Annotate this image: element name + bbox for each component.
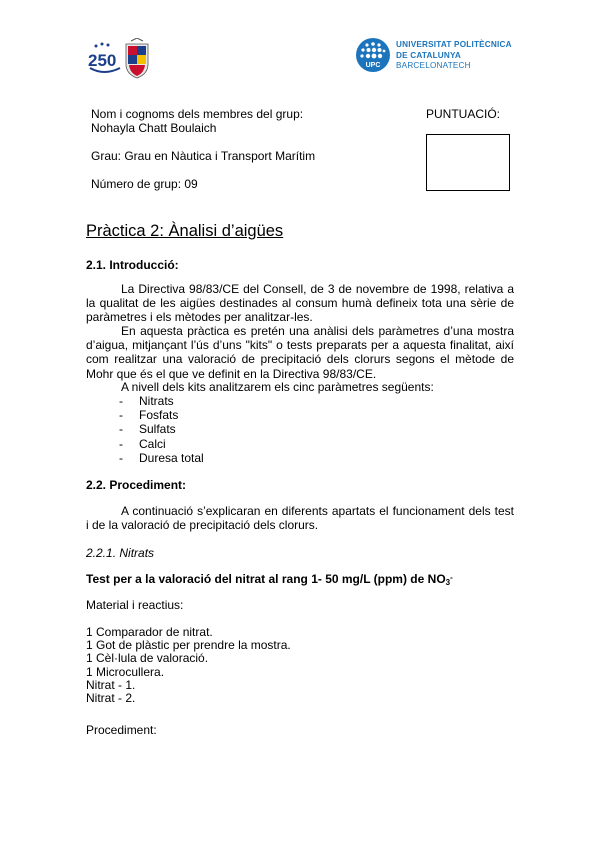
section-intro-heading: 2.1. Introducció: (86, 258, 179, 272)
list-item-label: Fosfats (139, 408, 179, 423)
material-item: Nitrat - 2. (86, 691, 136, 706)
score-label: PUNTUACIÓ: (426, 107, 501, 121)
text-line: paràmetres i els mètodes per analitzar-les. (86, 310, 313, 325)
intro-paragraph-2 (86, 324, 514, 381)
members-value: Nohayla Chatt Boulaich (91, 121, 217, 135)
test-heading-subscript: 3 (445, 578, 451, 587)
upc-name (396, 40, 512, 72)
text-line: Mohr que és el que ve definit en la Directiva 98/83/CE. (86, 366, 377, 381)
text-line: A continuació s’explicaran en diferents apartats el funcionament dels test (121, 504, 514, 518)
upc-line-1: UNIVERSITAT POLITÈCNICA (396, 40, 512, 49)
list-item: - Fosfats (119, 408, 179, 423)
text-line: la qualitat de les aigües destinades al consum humà defineix tota una sèrie de (86, 296, 514, 311)
list-item-label: Calci (139, 436, 166, 451)
text-line: com realitzar una valoració de precipitació dels clorurs segons el mètode de (86, 352, 514, 367)
svg-text:250: 250 (88, 51, 117, 70)
text-line: La Directiva 98/83/CE del Consell, de 3 de novembre de 1998, relativa a (121, 282, 514, 296)
text-line: En aquesta pràctica es pretén una anàlisi dels paràmetres d’una mostra (121, 324, 514, 338)
material-item: Nitrat - 1. (86, 677, 136, 692)
section-procedure-heading: 2.2. Procediment: (86, 478, 187, 492)
list-item: - Calci (119, 436, 166, 451)
group-number: Número de grup: 09 (91, 177, 198, 191)
material-item: 1 Microcullera. (86, 664, 165, 679)
list-item-label: Sulfats (139, 422, 176, 437)
procedure-label: Procediment: (86, 723, 157, 737)
materials-list (86, 626, 291, 705)
upc-line-3: BARCELONATECH (396, 61, 471, 70)
anniversary-crest-icon (86, 38, 152, 80)
materials-label: Material i reactius: (86, 598, 184, 612)
parameters-list (119, 394, 204, 465)
intro-paragraph-1 (86, 282, 514, 325)
list-item-label: Duresa total (139, 450, 204, 465)
upc-dots-icon (356, 38, 390, 72)
intro-paragraph-3: A nivell dels kits analitzarem els cinc paràmetres següents: (121, 380, 434, 394)
list-item: - Sulfats (119, 422, 176, 437)
list-item: - Nitrats (119, 394, 174, 408)
upc-line-2: DE CATALUNYA (396, 50, 462, 60)
test-heading-superscript: - (450, 573, 453, 582)
procedure-paragraph (86, 504, 514, 532)
list-item-label: Nitrats (139, 394, 174, 408)
logo-250-anniversary (86, 38, 152, 80)
page-title: Pràctica 2: Ànalisi d’aigües (86, 222, 284, 240)
svg-text:UPC: UPC (365, 62, 381, 69)
material-item: 1 Comparador de nitrat. (86, 625, 213, 639)
material-item: 1 Got de plàstic per prendre la mostra. (86, 638, 291, 653)
score-box[interactable] (426, 134, 510, 191)
text-line: d’aigua, mitjançant l’ús d’uns "kits" o tests preparats per a aquesta finalitat, així (86, 338, 514, 353)
upc-logo (356, 38, 516, 72)
list-item: - Duresa total (119, 450, 204, 465)
test-heading-text: Test per a la valoració del nitrat al rang 1- 50 mg/L (ppm) de NO (86, 572, 446, 586)
material-item: 1 Cèl·lula de valoració. (86, 651, 209, 666)
members-label: Nom i cognoms dels membres del grup: (91, 107, 304, 121)
degree: Grau: Grau en Nàutica i Transport Marítim (91, 149, 316, 163)
test-heading (86, 572, 453, 587)
subsection-nitrats: 2.2.1. Nitrats (86, 546, 155, 560)
text-line: i de la valoració de precipitació dels clorurs. (86, 518, 319, 533)
